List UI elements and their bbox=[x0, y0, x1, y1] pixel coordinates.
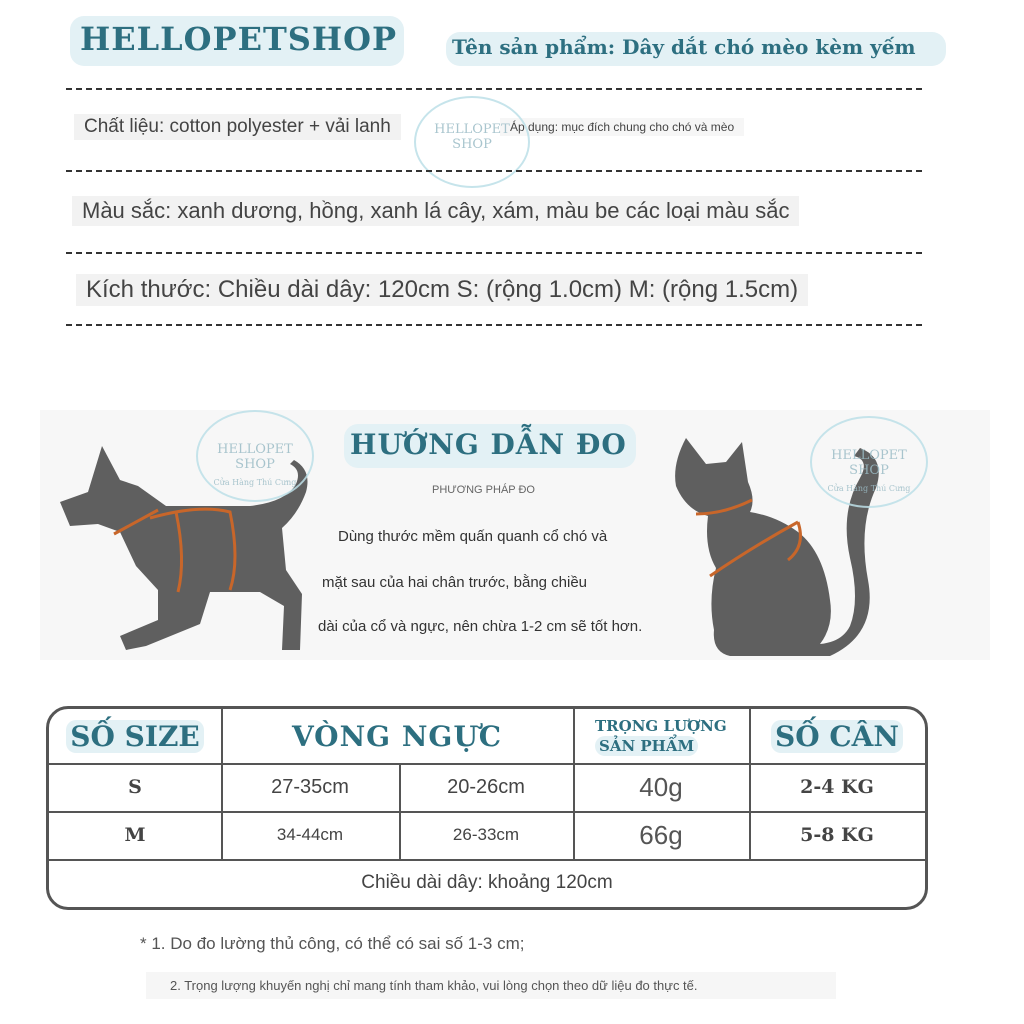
guide-line-2: mặt sau của hai chân trước, bằng chiều bbox=[322, 574, 588, 591]
divider bbox=[66, 170, 922, 172]
watermark-logo: HELLOPET SHOP Cửa Hàng Thú Cưng bbox=[196, 410, 314, 502]
brand-title: HELLOPETSHOP bbox=[80, 20, 398, 58]
table-cell-pet-weight: 2-4 KG bbox=[800, 776, 874, 798]
table-cell-size: S bbox=[128, 776, 142, 798]
watermark-logo: HELLOPET SHOP Cửa Hàng Thú Cưng bbox=[810, 416, 928, 508]
divider bbox=[66, 252, 922, 254]
table-cell-weight: 66g bbox=[639, 819, 683, 850]
guide-subtitle: PHƯƠNG PHÁP ĐO bbox=[432, 484, 535, 496]
header-product-weight: TRỌNG LƯỢNG SẢN PHẨM bbox=[595, 717, 727, 755]
note-1: * 1. Do đo lường thủ công, có thể có sai số 1-3 cm; bbox=[140, 934, 525, 953]
table-cell-pet-weight: 5-8 KG bbox=[800, 824, 874, 846]
spec-colors: Màu sắc: xanh dương, hồng, xanh lá cây, xám, màu be các loại màu sắc bbox=[72, 196, 799, 226]
watermark-logo: HELLOPET SHOP bbox=[414, 96, 530, 188]
spec-usage: Áp dụng: mục đích chung cho chó và mèo bbox=[500, 118, 744, 136]
table-cell-neck: 34-44cm bbox=[276, 825, 344, 844]
table-cell-size: M bbox=[124, 824, 146, 846]
guide-line-1: Dùng thước mềm quấn quanh cổ chó và bbox=[338, 528, 608, 545]
note-2: 2. Trọng lượng khuyến nghị chỉ mang tính tham khảo, vui lòng chọn theo dữ liệu đo thực tế. bbox=[146, 972, 836, 999]
table-footer: Chiều dài dây: khoảng 120cm bbox=[361, 872, 613, 893]
divider bbox=[66, 324, 922, 326]
header-size: SỐ SIZE bbox=[49, 709, 221, 763]
product-name: Tên sản phẩm: Dây dắt chó mèo kèm yếm bbox=[452, 35, 916, 59]
size-table bbox=[46, 706, 928, 910]
header-chest: VÒNG NGỰC bbox=[291, 719, 503, 753]
divider bbox=[66, 88, 922, 90]
spec-size: Kích thước: Chiều dài dây: 120cm S: (rộng 1.0cm) M: (rộng 1.5cm) bbox=[76, 274, 808, 306]
table-cell-chest: 26-33cm bbox=[452, 825, 520, 844]
spec-material: Chất liệu: cotton polyester + vải lanh bbox=[74, 114, 401, 140]
table-cell-neck: 27-35cm bbox=[271, 775, 349, 798]
guide-line-3: dài của cổ và ngực, nên chừa 1-2 cm sẽ tốt hơn. bbox=[318, 618, 643, 635]
table-cell-chest: 20-26cm bbox=[447, 775, 525, 798]
guide-title: HƯỚNG DẪN ĐO bbox=[350, 428, 627, 461]
table-cell-weight: 40g bbox=[639, 771, 683, 802]
header-pet-weight: SỐ CÂN bbox=[749, 709, 925, 763]
